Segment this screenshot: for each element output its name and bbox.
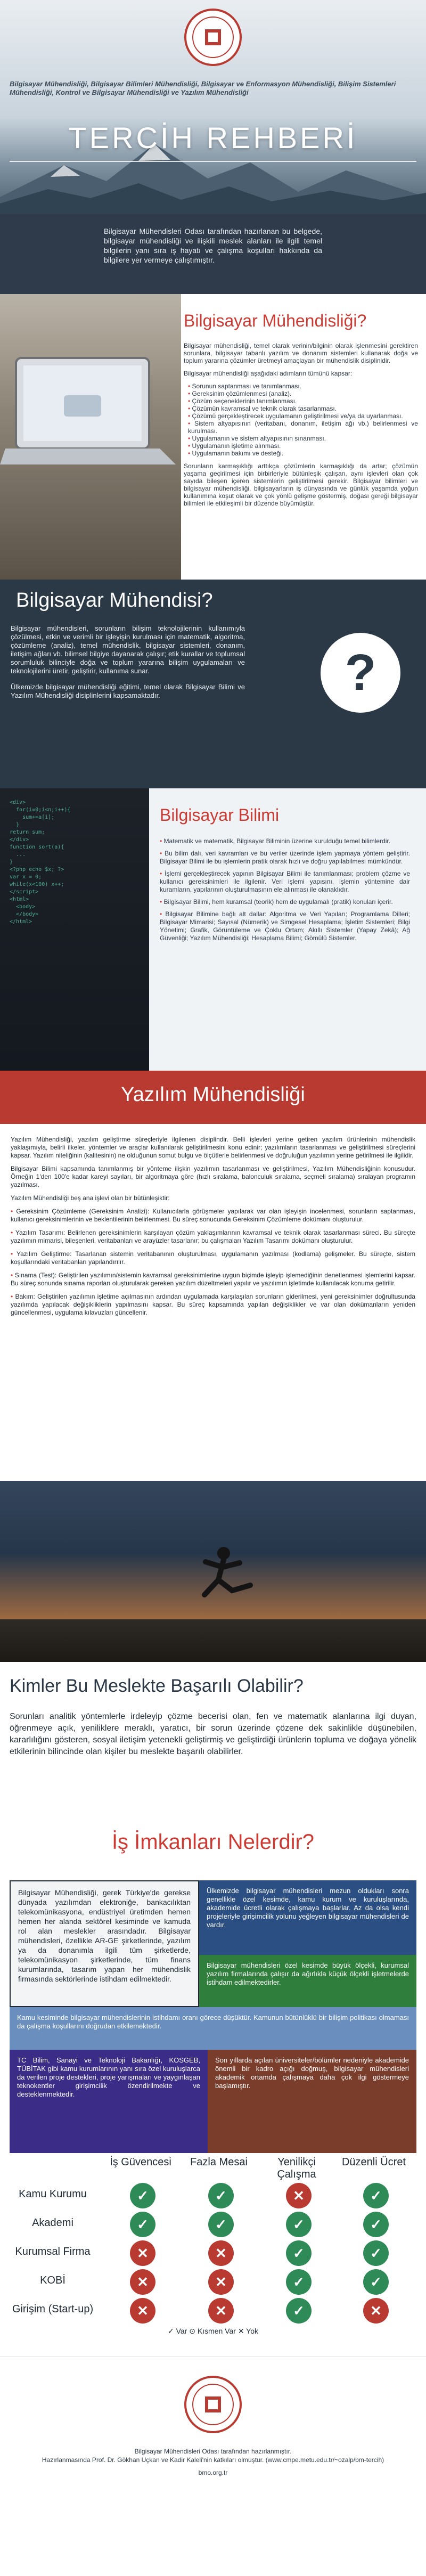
title-divider [10,161,416,162]
list-item: • Gereksinim Çözümleme (Gereksinim Analizi): Kullanıcılarla görüşmeler yapılarak var olan işleyişin incelenmesi, sorunların saptanması, kullanıcı gereksinimlerinin ve beklentilerinin belirlenmesi. Bu süreç sonucunda Gereksinim Çözümleme dokümanı oluşturulur. [11,1208,415,1223]
computer-science-section [0,788,426,1071]
list-item: • Sınama (Test): Geliştirilen yazılımın/sistemin kavramsal gereksinimlerine uygun biçimde işleyip işlemediğinin denetlenmesi işlemlerini kapsar. Bu süreç sonunda sınama raporları oluşturularak gereken yazılım düzeltmeleri yapılır ve yazılımın işletimde kullanılacak konuma getirilir. [11,1271,415,1287]
laptop-photo [0,294,181,580]
table-header: Fazla Mesai [190,2156,248,2168]
header-subtitle: Bilgisayar Mühendisliği, Bilgisayar Bilimleri Mühendisliği, Bilgisayar ve Enformasyon Mühendisliği, Bilişim Sistemleri Mühendisliği, Kontrol ve Bilgisayar Mühendisliği ve Yazılım Mühendisliği [10,80,396,96]
section-heading: Bilgisayar Mühendisi? [16,589,213,612]
job-tile: Bilgisayar mühendisleri özel kesimde büyük ölçekli, kurumsal yazılım firmalarında çalışır da ağırlıkla küçük ölçekli işletmelerde istihdam edilmektedirler. [199,1955,416,2007]
row-label: KOBİ [40,2275,65,2286]
laptop-illustration [0,294,181,580]
header-banner [0,0,426,214]
table-legend: ✓ Var ⊙ Kısmen Var ✕ Yok [167,2327,259,2335]
job-tile: Ülkemizde bilgisayar mühendisleri mezun oldukları sonra genellikle özel kesimde, kamu kurum ve kuruluşlarında, akademide ücretli olarak çalışmaya başlarlar. Az da olsa kendi projeleriyle girişimcilik yolunu yeğleyen bilgisayar mühendisleri de vardır. [199,1880,416,1955]
section-text [11,1136,415,1322]
row-label: Kurumsal Firma [15,2246,91,2257]
paragraph: Sorunların karmaşıklığı arttıkça çözümlerin karmaşıklığı da artar; çözümün yaşama geçirilmesi için birbirleriyle bütünleşik çalışan, aynı işlevleri olan çok sayıda bileşen içeren sistemlerin geliştirilmesi gerekir. Bilgisayar bilimleri ve bilgisayar mühendisliği, bilgisayarların iş dünyasında ve günlük yaşamda yoğun kullanımına koşut olarak ve çok yönlü gelişme göstermiş, doğası gereği bilgisayar bilimleri ile etkileşimli bir düzende büyümüştür. [184,462,418,507]
job-tile: Son yıllarda açılan üniversiteler/bölümler nedeniyle akademide önemli bir kadro açığı doğmuş, bilgisayar mühendisleri akademik ortamda çalışmaya daha çok ilgi göstermeye başlamıştır. [208,2050,416,2153]
job-tile: Kamu kesiminde bilgisayar mühendislerinin istihdamı oranı görece düşüktür. Kamunun bütünlüklü bir bilişim politikası olmaması da çalışma koşullarını doğrudan etkilemektedir. [10,2007,416,2050]
status-badge: ✕ [130,2298,155,2324]
list-item: • Bilgisayar Bilimi, hem kuramsal (teorik) hem de uygulamalı (pratik) konuları içerir. [160,898,393,906]
page-title: TERCİH REHBERİ [68,121,358,154]
status-badge: ✕ [208,2298,234,2324]
who-can-succeed-section [0,1662,426,1822]
list-item: • Sorunun saptanması ve tanımlanması. [188,382,418,390]
job-opportunities-grid [0,1880,426,2153]
status-badge: ✓ [363,2183,389,2208]
code-photo [0,788,149,1071]
status-badge: ✓ [130,2212,155,2237]
intro-band [0,214,426,294]
paragraph: Yazılım Mühendisliği, yazılım geliştirme süreçleriyle ilgilenen disiplindir. Belli işlevleri yerine getiren yazılım ürünlerinin mühendislik yaklaşımıyla, belirli ilkeler, yöntemler ve araçlar kullanılarak geliştirilmesini konu edinir; yazılımların tasarlanması ve geliştirilmesi süreçlerini kapsar. Yazılım niteliğinin (kalitesinin) ne olduğunun somut bulgu ve ölçütlerle belirlenmesi ve doğruluğun yazılımın yerine getirilmesi ile ilgilidir. [11,1136,415,1159]
status-badge: ✓ [286,2269,312,2295]
list-item: • Sistem altyapısının (veritabanı, donanım, iletişim ağı vb.) belirlenmesi ve kurulması. [188,420,418,435]
footer-credit: Bilgisayar Mühendisleri Odası tarafından hazırlanmıştır. [134,2448,292,2455]
comparison-table [0,2153,426,2357]
paragraph: Bilgisayar Bilimi kapsamında tanımlanmış bir yönteme ilişkin yazılımın tasarlanması ve geliştirilmesi, Yazılım Mühendisliğinin konusudur. Örneğin 1'den 100'e kadar kareyi sayıları, bir algoritmaya göre (hızlı sıralama, balonculuk sıralama, seçmeli sıralama) sıralayan programın yazılması. [11,1165,415,1188]
footer [0,2357,426,2550]
job-tile: TC Bilim, Sanayi ve Teknoloji Bakanlığı, KOSGEB, TÜBİTAK gibi kamu kurumlarının yanı sıra özel kuruluşlarca da verilen proje destekleri, proje yarışmaları ve yaygınlaşan teknokentler girişimcilik özendirilmekte ve desteklenmektedir. [10,2050,208,2153]
section-text [184,342,418,512]
intro-text: Bilgisayar Mühendisleri Odası tarafından hazırlanan bu belgede, bilgisayar mühendisliği ve ilişkili meslek alanları ile ilgili temel bilgilerin yanı sıra iş hayatı ve çalışma koşulları hakkında da bilgilere yer vermeye çalıştımıştır. [104,227,322,264]
section-heading: Bilgisayar Bilimi [160,805,280,825]
section-heading: Bilgisayar Mühendisliği? [184,311,367,330]
list-item: • Uygulamanın işletime alınması. [188,442,418,450]
status-badge: ✕ [363,2298,389,2324]
paragraph: Bilgisayar mühendisliği, temel olarak verinin/bilginin olarak işlenmesini gerektiren sorunlara, bilgisayar tabanlı yazılım ve donanım sistemleri kullanarak doğa ve toplum yararına çözümler üretmeyi amaçlayan bir mühendislik disiplinidir. [184,342,418,364]
list-item: • Matematik ve matematik, Bilgisayar Biliminin üzerine kurulduğu temel bilimlerdir. [160,837,391,845]
status-badge: ✓ [130,2183,155,2208]
status-badge: ✓ [286,2240,312,2266]
job-opportunities-heading [0,1822,426,1880]
list-item: • Bakım: Geliştirilen yazılımın işletime açılmasının ardından uygulamada karşılaşılan sorunların giderilmesi, yeni gereksinimler doğrultusunda yazılımda yapılacak değişikliklerin yapılmasını kapsar. Bu süreç kapsamında yapılan değişiklikler ve var olan dokümanların yeniden güncellenmesi, uygulama kılavuzları güncellenir. [11,1293,415,1316]
table-header: İş Güvencesi [110,2156,171,2168]
status-badge: ✕ [130,2269,155,2295]
status-badge: ✕ [286,2183,312,2208]
list-item: • Yazılım Geliştirme: Tasarlanan sistemin veritabanının oluşturulması, uygulamanın yazılması (kodlama) gelişmeler. Bu süreçte, sistem koşullarındaki veritabanları yapılandırılır. [11,1250,416,1266]
status-badge: ✕ [130,2240,155,2266]
paragraph: Bilgisayar mühendisliği aşağıdaki adımların tümünü kapsar: [184,370,353,377]
row-label: Akademi [32,2217,73,2229]
code-decoration: <div> for(i=0;i<n;i++){ sum+=a[i]; } return sum; </div> function sort(a){ ... } <?php echo $x; ?> var x = 0; while(x<100) x++; </script> <html> <body> </body> </html> [10,800,71,925]
section-text: Sorunları analitik yöntemlerle irdeleyip çözme becerisi olan, fen ve matematik alanlarına ilgi duyan, öğrenmeye açık, yeniliklere meraklı, yaratıcı, bir sorun üzerinde çözene dek sakinlikle düşünebilen, kararlılığını gösteren, sosyal iletişim yetenekli geliştirmiş ve geliştirdiği ürünlerin topluma ve doğaya yönelik etkilerinin bilincinde olan kişiler bu meslekte başarılı olabilirler. [10,1712,416,1756]
section-text [160,837,410,947]
footer-website: bmo.org.tr [198,2469,228,2476]
jumping-person-photo [0,1481,426,1662]
row-label: Kamu Kurumu [19,2188,87,2200]
status-badge: ✓ [363,2269,389,2295]
section-text [11,624,245,700]
table-header: Yenilikçi Çalışma [277,2156,316,2180]
list-item: • Bilgisayar Bilimine bağlı alt dallar: Algoritma ve Veri Yapıları; Programlama Dilleri; Bilgisayar Mimarisi; Sayısal (Nümerik) ve Simgesel Hesaplama; İşletim Sistemleri; Bilgi Yönetimi; Grafik, Görüntüleme ve Çoklu Ortam; Akıllı Sistemler (Yapay Zekâ); Ağ Güvenliği; Yazılım Mühendisliği; Hesaplama Bilimi; Gömülü Sistemler. [160,910,411,942]
list-item: • Gereksinim çözümlenmesi (analiz). [188,390,418,397]
steps-list [184,382,418,457]
software-engineering-section [0,1124,426,1481]
ground [0,1619,426,1662]
status-badge: ✕ [208,2269,234,2295]
status-badge: ✓ [363,2240,389,2266]
person-silhouette-icon [160,1539,282,1614]
status-badge: ✓ [363,2212,389,2237]
status-badge: ✓ [286,2212,312,2237]
list-item: • Çözümün kavramsal ve teknik olarak tasarlanması. [188,405,418,412]
list-item: • İşlemi gerçekleştirecek yapının Bilgisayar Bilimi ile tanımlanması; problem çözme ve kullanıcı gereksinimleri ile ilgilenir. Veri işlemi yapısını, işlemin yöntemine dair kuramların, yapılarının oluşturulmasının ele alınması ile olanaklıdır. [160,870,410,893]
bmo-logo-icon [184,8,242,67]
list-item: • Uygulamanın bakımı ve desteği. [188,450,418,457]
section-heading: Kimler Bu Meslekte Başarılı Olabilir? [10,1676,304,1696]
question-mark: ? [345,644,376,701]
section-heading: İş İmkanları Nelerdir? [111,1830,315,1854]
list-item: • Yazılım Tasarımı: Belirlenen gereksinimlerin karşılayan çözüm yaklaşımlarının kavramsal ve teknik olarak tasarlanması süreci. Bu süreçte yazılımın mimarisi, bileşenleri, veritabanları ve arayüzler tasarlanır; bu çalışmaları Yazılım Tasarımı dokümanı oluşturulur. [11,1229,415,1244]
row-label: Girişim (Start-up) [12,2303,94,2315]
status-badge: ✕ [208,2240,234,2266]
table-header: Düzenli Ücret [341,2156,406,2168]
list-item: • Bu bilim dalı, veri kavramları ve bu veriler üzerinde işlem yapmaya yöntem geliştirir. Bilgisayar Bilimi ile bu işlemlerin pratik olarak hızlı ve doğru yapılabilmesi mümkündür. [160,850,410,865]
question-bubble [321,633,400,713]
software-engineering-banner [0,1071,426,1124]
section-heading: Yazılım Mühendisliği [121,1083,305,1106]
footer-credit: Hazırlanmasında Prof. Dr. Gökhan Uçkan ve Kadir Kaleli'nin katkıları olmuştur. (www.cmpe.metu.edu.tr/~ozalp/bm-tercih) [42,2456,384,2464]
list-item: • Çözümü gerçekleştirecek uygulamanın geliştirilmesi ve/ya da uyarlanması. [188,412,418,420]
status-badge: ✓ [208,2212,234,2237]
list-item: • Uygulamanın ve sistem altyapısının sınanması. [188,435,418,442]
paragraph: Ülkemizde bilgisayar mühendisliği eğitimi, temel olarak Bilgisayar Bilimi ve Yazılım Mühendisliği disiplinlerini kapsamaktadır. [11,683,245,699]
paragraph: Yazılım Mühendisliği beş ana işlevi olan bir bütünleşiktir: [11,1194,170,1202]
paragraph: Bilgisayar mühendisleri, sorunların bilişim teknolojilerinin kullanımıyla çözülmesi, etkin ve verimli bir işleyişin kurulması için matematik, algoritma, çözümleme (analiz), temel mühendislik, bilgisayar sistemleri, donanım, iletişim ağları vb. bilimsel bilgiye dayanarak çalışır; etik kurallar ve toplumsal sorumluluk bilinciyle doğa ve toplum yararına bilişim uygulamaları ve teknolojilerini üretir, geliştirir, kullanıma sunar. [11,624,245,675]
computer-engineering-section [0,294,426,580]
status-badge: ✓ [286,2298,312,2324]
list-item: • Çözüm seçeneklerinin tanımlanması. [188,397,418,405]
status-badge: ✓ [208,2183,234,2208]
computer-engineer-section [0,580,426,788]
bmo-logo-icon [184,2375,242,2434]
job-tile: Bilgisayar Mühendisliği, gerek Türkiye'de gerekse dünyada yazılımdan elektroniğe, bankacılıktan telekomünikasyona, endüstriyel üretimden hemen hemen her alanda sektörel kesiminde ve kamuda rol alan meslekler arasındadır. Bilgisayar mühendisleri, özellikle AR-GE şirketlerinde, yazılım ya da donanımla ilgili tüm şirketlerde, telekomünikasyon şirketlerinde, tüm finans kurumlarında, tasarım yapan her mühendislik firmasında sektörlerinde istihdam edilmektedir. [10,1880,199,2007]
